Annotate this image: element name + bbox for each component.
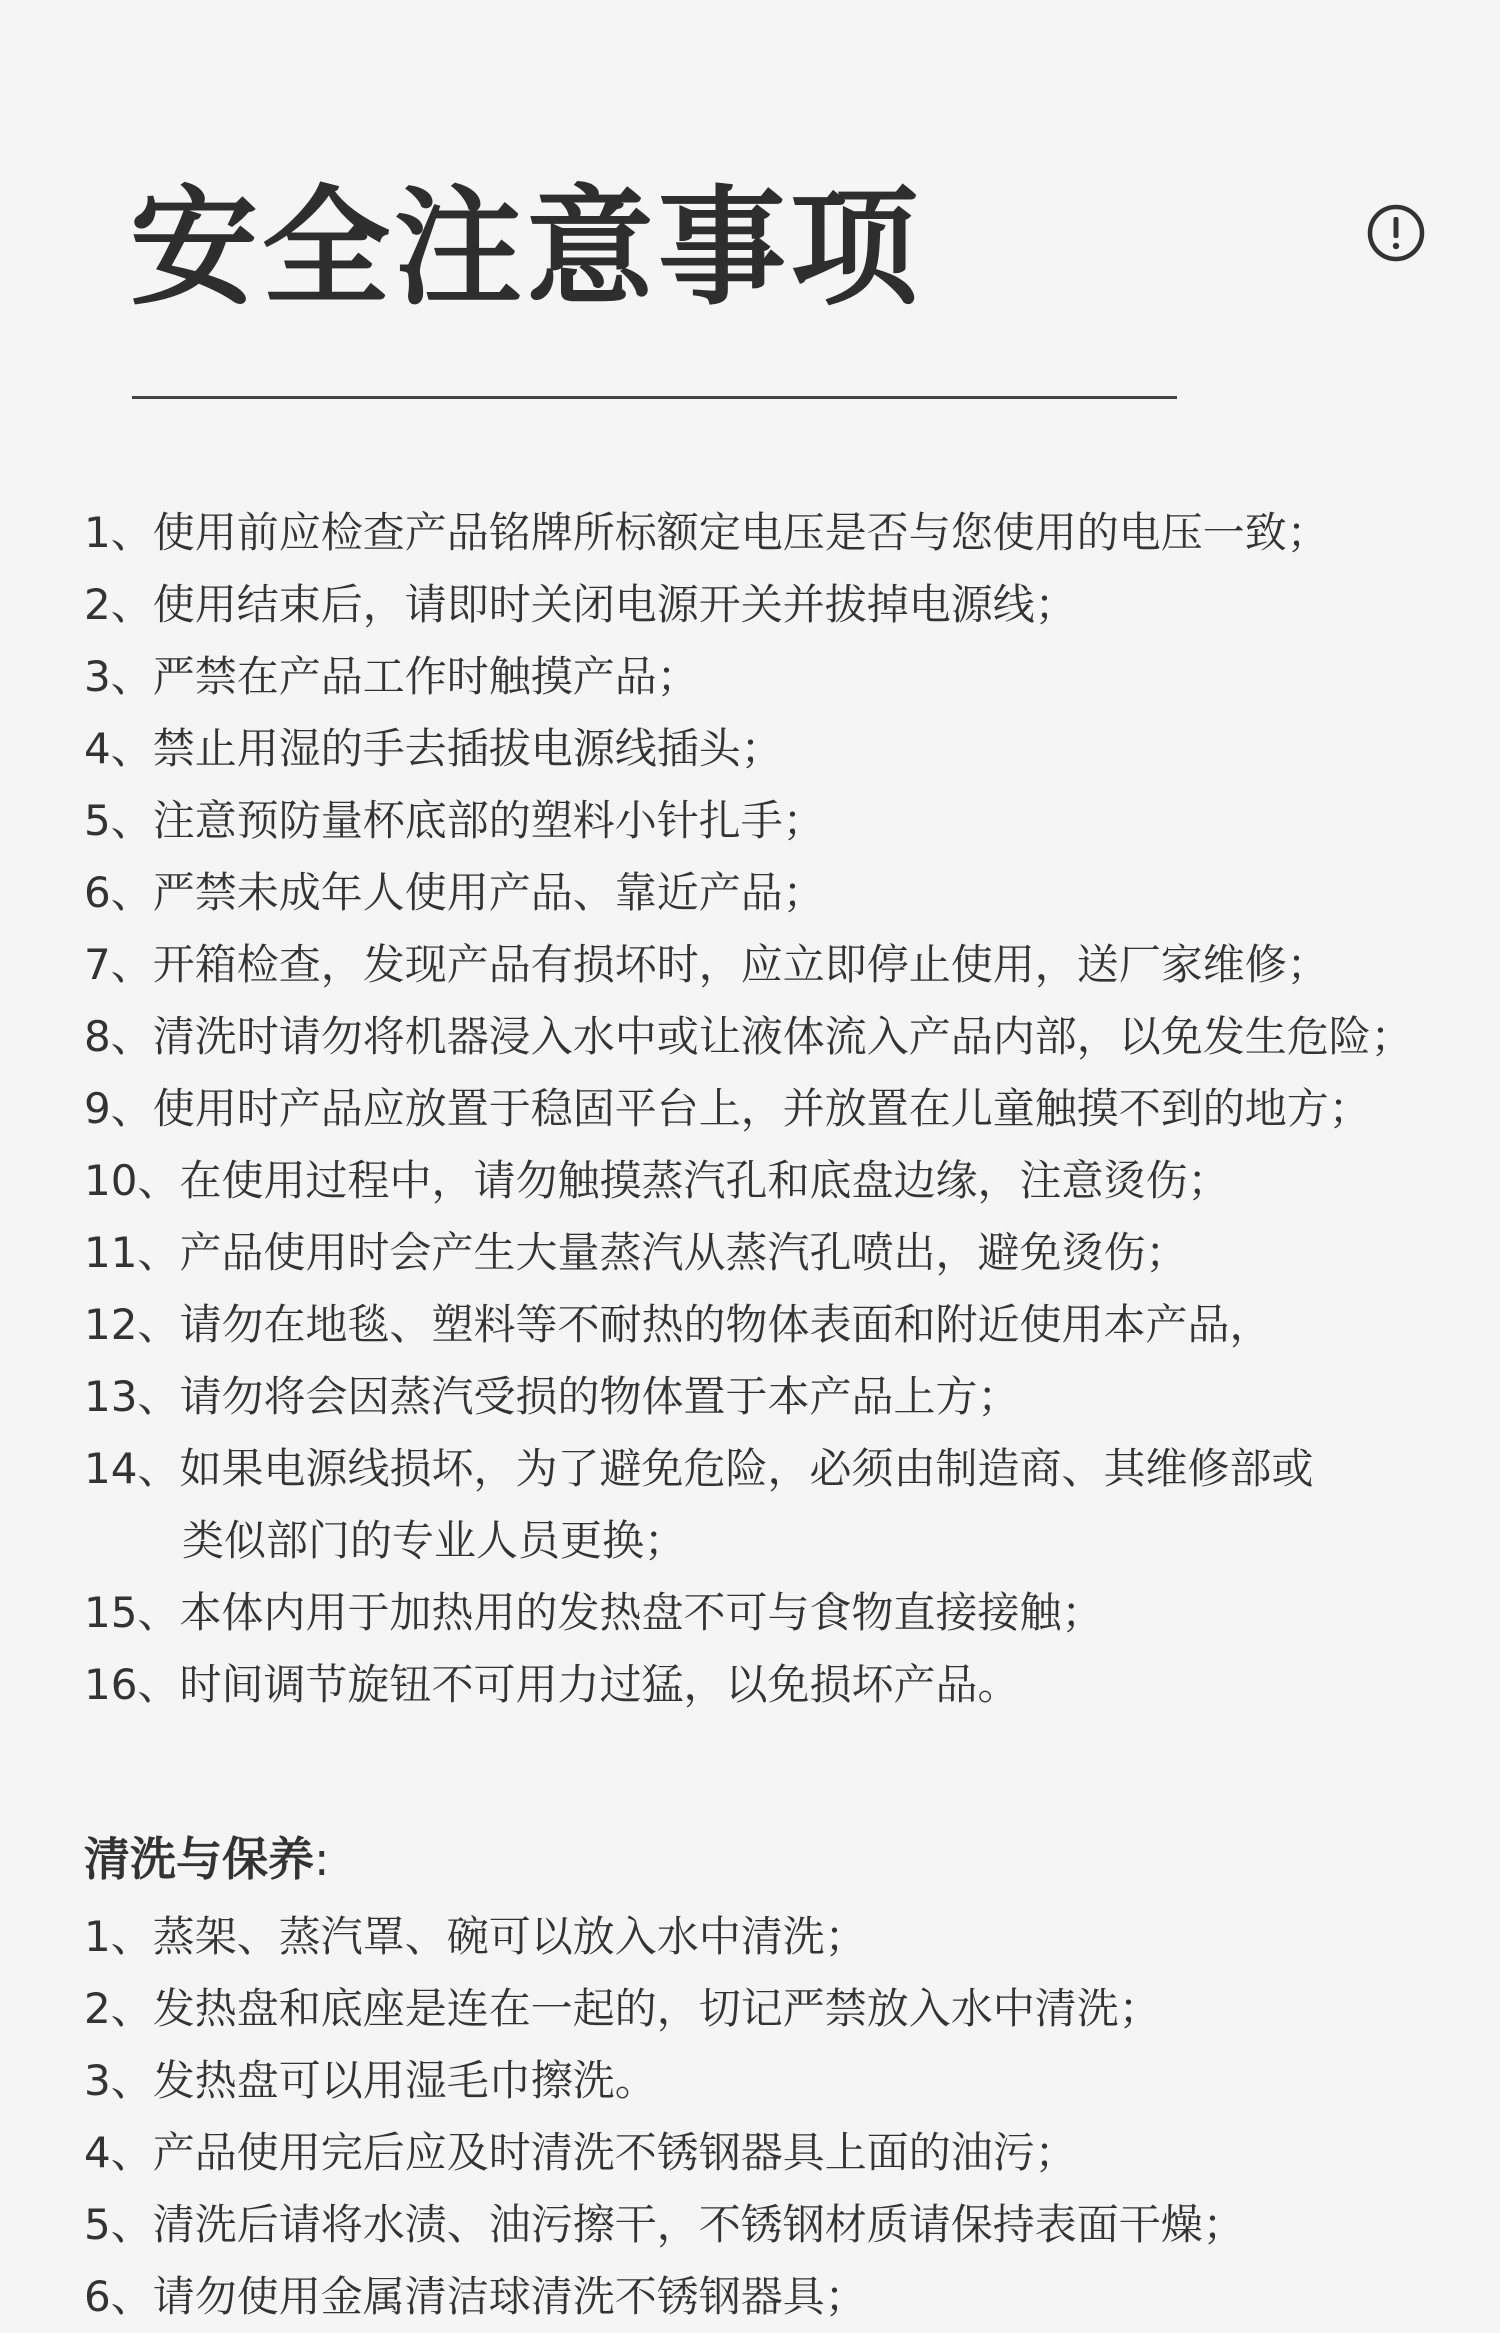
safety-item: 2、使用结束后，请即时关闭电源开关并拔掉电源线； [84, 580, 1077, 629]
safety-item: 9、使用时产品应放置于稳固平台上，并放置在儿童触摸不到的地方； [84, 1084, 1371, 1133]
safety-item: 16、时间调节旋钮不可用力过猛，以免损坏产品。 [84, 1660, 1020, 1709]
safety-item-continuation: 类似部门的专业人员更换； [182, 1516, 687, 1565]
page-title: 安全注意事项 [130, 174, 923, 323]
safety-item: 11、产品使用时会产生大量蒸汽从蒸汽孔喷出，避免烫伤； [84, 1228, 1188, 1277]
title-divider [132, 396, 1177, 399]
safety-item: 4、禁止用湿的手去插拔电源线插头； [84, 724, 783, 773]
cleaning-item: 1、蒸架、蒸汽罩、碗可以放入水中清洗； [84, 1912, 867, 1961]
safety-item: 3、严禁在产品工作时触摸产品； [84, 652, 699, 701]
cleaning-item: 5、清洗后请将水渍、油污擦干，不锈钢材质请保持表面干燥； [84, 2200, 1245, 2249]
safety-item: 1、使用前应检查产品铭牌所标额定电压是否与您使用的电压一致； [84, 508, 1329, 557]
cleaning-item: 4、产品使用完后应及时清洗不锈钢器具上面的油污； [84, 2128, 1077, 2177]
safety-item: 5、注意预防量杯底部的塑料小针扎手； [84, 796, 825, 845]
cleaning-item: 3、发热盘可以用湿毛巾擦洗。 [84, 2056, 657, 2105]
safety-item: 7、开箱检查，发现产品有损坏时，应立即停止使用，送厂家维修； [84, 940, 1329, 989]
safety-item: 15、本体内用于加热用的发热盘不可与食物直接接触； [84, 1588, 1104, 1637]
cleaning-item: 2、发热盘和底座是连在一起的，切记严禁放入水中清洗； [84, 1984, 1161, 2033]
exclamation-circle-icon [1366, 203, 1426, 263]
safety-item: 8、清洗时请勿将机器浸入水中或让液体流入产品内部，以免发生危险； [84, 1012, 1413, 1061]
safety-list [84, 497, 1413, 1721]
safety-item: 10、在使用过程中，请勿触摸蒸汽孔和底盘边缘，注意烫伤； [84, 1156, 1230, 1205]
safety-item: 13、请勿将会因蒸汽受损的物体置于本产品上方； [84, 1372, 1020, 1421]
cleaning-item: 6、请勿使用金属清洁球清洗不锈钢器具； [84, 2272, 867, 2321]
safety-item: 12、请勿在地毯、塑料等不耐热的物体表面和附近使用本产品， [84, 1300, 1272, 1349]
safety-item: 14、如果电源线损坏，为了避免危险，必须由制造商、其维修部或 类似部门的专业人员更换； [84, 1433, 1413, 1577]
cleaning-heading: 清洗与保养: [84, 1832, 330, 1886]
safety-item: 6、严禁未成年人使用产品、靠近产品； [84, 868, 825, 917]
cleaning-list [84, 1901, 1245, 2333]
